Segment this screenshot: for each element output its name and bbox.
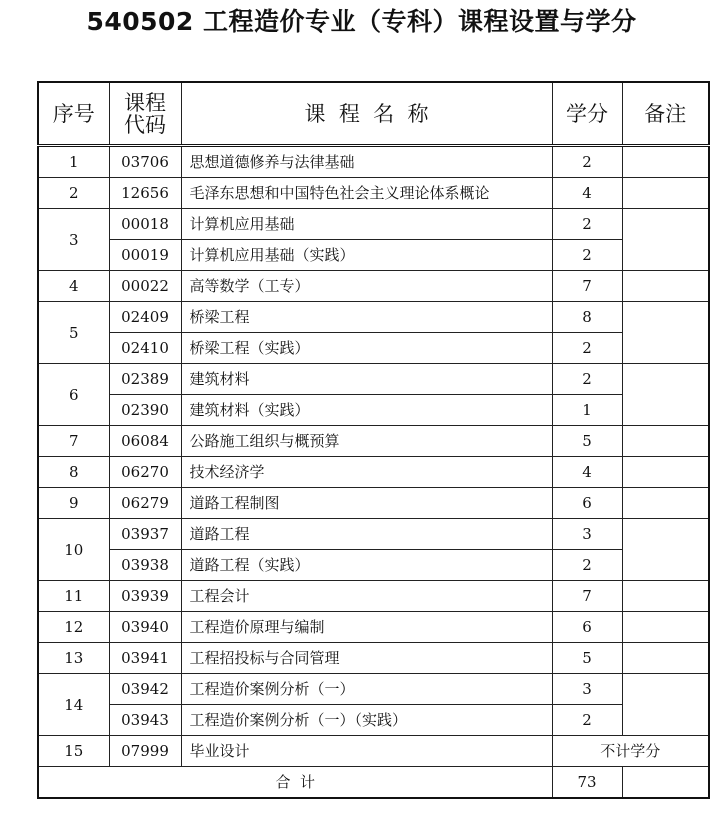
row-credit: 1 bbox=[552, 395, 622, 426]
table-row bbox=[38, 395, 709, 426]
row-seq: 13 bbox=[38, 643, 109, 674]
total-note bbox=[622, 767, 709, 799]
row-name: 工程造价案例分析（一）（实践） bbox=[181, 705, 552, 736]
row-note bbox=[622, 612, 709, 643]
row-code: 03940 bbox=[109, 612, 181, 643]
row-seq: 11 bbox=[38, 581, 109, 612]
table-row bbox=[38, 271, 709, 302]
row-code: 03937 bbox=[109, 519, 181, 550]
row-name: 计算机应用基础 bbox=[181, 209, 552, 240]
row-name: 道路工程制图 bbox=[181, 488, 552, 519]
row-credit: 8 bbox=[552, 302, 622, 333]
row-seq: 6 bbox=[38, 364, 109, 426]
table-row bbox=[38, 457, 709, 488]
row-code: 12656 bbox=[109, 178, 181, 209]
row-name: 计算机应用基础（实践） bbox=[181, 240, 552, 271]
row-name: 高等数学（工专） bbox=[181, 271, 552, 302]
table-row bbox=[38, 674, 709, 705]
row-credit: 2 bbox=[552, 209, 622, 240]
row-credit: 4 bbox=[552, 178, 622, 209]
header-name: 课 程 名 称 bbox=[181, 82, 552, 146]
row-name: 桥梁工程（实践） bbox=[181, 333, 552, 364]
table-row bbox=[38, 364, 709, 395]
row-code: 03938 bbox=[109, 550, 181, 581]
row-name: 毕业设计 bbox=[181, 736, 552, 767]
row-note bbox=[622, 426, 709, 457]
row-credit: 5 bbox=[552, 643, 622, 674]
table-row bbox=[38, 705, 709, 736]
row-name: 道路工程 bbox=[181, 519, 552, 550]
row-name: 思想道德修养与法律基础 bbox=[181, 146, 552, 178]
row-note bbox=[622, 457, 709, 488]
row-name: 道路工程（实践） bbox=[181, 550, 552, 581]
table-row bbox=[38, 146, 709, 178]
row-seq: 4 bbox=[38, 271, 109, 302]
row-seq: 12 bbox=[38, 612, 109, 643]
row-credit: 2 bbox=[552, 364, 622, 395]
row-seq: 5 bbox=[38, 302, 109, 364]
row-name: 建筑材料 bbox=[181, 364, 552, 395]
row-code: 07999 bbox=[109, 736, 181, 767]
row-code: 02389 bbox=[109, 364, 181, 395]
row-name: 工程招投标与合同管理 bbox=[181, 643, 552, 674]
row-code: 00018 bbox=[109, 209, 181, 240]
row-note bbox=[622, 519, 709, 581]
row-credit: 4 bbox=[552, 457, 622, 488]
row-note bbox=[622, 643, 709, 674]
row-code: 03942 bbox=[109, 674, 181, 705]
thesis-row bbox=[38, 736, 709, 767]
table-row bbox=[38, 519, 709, 550]
total-credit: 73 bbox=[552, 767, 622, 799]
row-seq: 1 bbox=[38, 146, 109, 178]
table-row bbox=[38, 426, 709, 457]
table-row bbox=[38, 178, 709, 209]
row-code: 02410 bbox=[109, 333, 181, 364]
row-credit: 2 bbox=[552, 705, 622, 736]
row-credit: 2 bbox=[552, 333, 622, 364]
row-note bbox=[622, 488, 709, 519]
row-code: 02409 bbox=[109, 302, 181, 333]
table-row bbox=[38, 302, 709, 333]
row-credit: 6 bbox=[552, 488, 622, 519]
table-row bbox=[38, 643, 709, 674]
row-credit-note: 不计学分 bbox=[552, 736, 709, 767]
row-code: 03941 bbox=[109, 643, 181, 674]
row-note bbox=[622, 302, 709, 364]
row-credit: 2 bbox=[552, 550, 622, 581]
row-seq: 2 bbox=[38, 178, 109, 209]
row-note bbox=[622, 674, 709, 736]
row-code: 03939 bbox=[109, 581, 181, 612]
row-seq: 7 bbox=[38, 426, 109, 457]
row-name: 技术经济学 bbox=[181, 457, 552, 488]
row-credit: 3 bbox=[552, 519, 622, 550]
row-name: 毛泽东思想和中国特色社会主义理论体系概论 bbox=[181, 178, 552, 209]
table-row bbox=[38, 550, 709, 581]
row-code: 06270 bbox=[109, 457, 181, 488]
row-note bbox=[622, 271, 709, 302]
header-code-line1: 课程 bbox=[124, 90, 166, 115]
row-credit: 7 bbox=[552, 271, 622, 302]
header-note: 备注 bbox=[622, 82, 709, 146]
table-row bbox=[38, 581, 709, 612]
row-name: 工程造价案例分析（一） bbox=[181, 674, 552, 705]
header-code-line2: 代码 bbox=[124, 112, 166, 137]
row-note bbox=[622, 146, 709, 178]
table-row bbox=[38, 240, 709, 271]
row-seq: 3 bbox=[38, 209, 109, 271]
table-header-row bbox=[38, 82, 709, 146]
row-note bbox=[622, 209, 709, 271]
row-name: 工程造价原理与编制 bbox=[181, 612, 552, 643]
row-note bbox=[622, 581, 709, 612]
row-seq: 15 bbox=[38, 736, 109, 767]
course-rows bbox=[38, 146, 709, 799]
row-seq: 14 bbox=[38, 674, 109, 736]
row-credit: 3 bbox=[552, 674, 622, 705]
row-code: 03706 bbox=[109, 146, 181, 178]
row-seq: 8 bbox=[38, 457, 109, 488]
table-row bbox=[38, 333, 709, 364]
total-row bbox=[38, 767, 709, 799]
table-row bbox=[38, 612, 709, 643]
row-code: 06279 bbox=[109, 488, 181, 519]
table-row bbox=[38, 209, 709, 240]
page-title: 540502 工程造价专业（专科）课程设置与学分 bbox=[86, 7, 637, 36]
row-name: 公路施工组织与概预算 bbox=[181, 426, 552, 457]
total-label: 合 计 bbox=[38, 767, 552, 799]
row-name: 工程会计 bbox=[181, 581, 552, 612]
row-code: 02390 bbox=[109, 395, 181, 426]
row-note bbox=[622, 178, 709, 209]
row-code: 06084 bbox=[109, 426, 181, 457]
row-name: 建筑材料（实践） bbox=[181, 395, 552, 426]
row-credit: 2 bbox=[552, 146, 622, 178]
row-note bbox=[622, 364, 709, 426]
header-seq: 序号 bbox=[38, 82, 109, 146]
row-seq: 9 bbox=[38, 488, 109, 519]
course-table bbox=[37, 81, 710, 799]
row-name: 桥梁工程 bbox=[181, 302, 552, 333]
row-code: 00019 bbox=[109, 240, 181, 271]
row-code: 00022 bbox=[109, 271, 181, 302]
row-credit: 6 bbox=[552, 612, 622, 643]
row-seq: 10 bbox=[38, 519, 109, 581]
table-row bbox=[38, 488, 709, 519]
header-credit: 学分 bbox=[552, 82, 622, 146]
header-code bbox=[109, 82, 181, 146]
row-credit: 7 bbox=[552, 581, 622, 612]
row-credit: 5 bbox=[552, 426, 622, 457]
row-code: 03943 bbox=[109, 705, 181, 736]
row-credit: 2 bbox=[552, 240, 622, 271]
